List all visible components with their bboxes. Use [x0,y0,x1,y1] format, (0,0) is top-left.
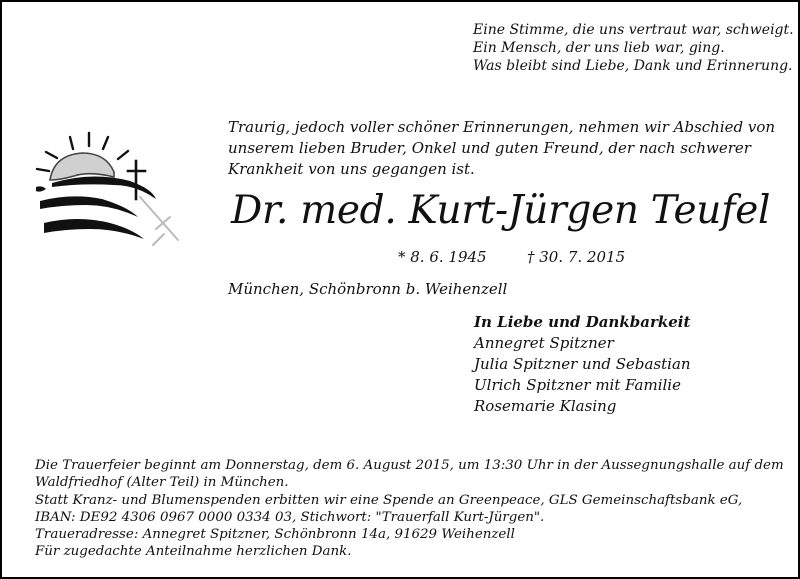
memorial-verse [473,21,793,75]
footer-line: IBAN: DE92 4306 0967 0000 0334 03, Stichwort: "Trauerfall Kurt-Jürgen". [35,509,545,525]
footer-line: Waldfriedhof (Alter Teil) in München. [35,475,289,491]
mourner-name: Julia Spitzner und Sebastian [474,355,691,373]
intro-line: Traurig, jedoch voller schöner Erinnerungen, nehmen wir Abschied von [228,118,776,136]
verse-line: Ein Mensch, der uns lieb war, ging. [473,40,725,56]
places: München, Schönbronn b. Weihenzell [228,280,508,298]
birth-date: * 8. 6. 1945 [398,248,487,266]
mourner-name: Annegret Spitzner [474,334,614,352]
funeral-details [35,457,795,561]
deceased-name: Dr. med. Kurt-Jürgen Teufel [231,188,771,233]
footer-line: Traueradresse: Annegret Spitzner, Schönbronn 14a, 91629 Weihenzell [35,527,515,543]
footer-line: Für zugedachte Anteilnahme herzlichen Dank. [35,544,352,560]
death-date: † 30. 7. 2015 [527,248,626,266]
sunset-hills-cross-icon [32,127,192,252]
verse-line: Was bleibt sind Liebe, Dank und Erinnerung. [473,58,793,74]
verse-line: Eine Stimme, die uns vertraut war, schweigt. [473,22,794,38]
mourners-block [474,312,794,417]
intro-line: unserem lieben Bruder, Onkel und guten Freund, der nach schwerer [228,139,751,157]
mourner-name: Ulrich Spitzner mit Familie [474,376,681,394]
footer-line: Die Trauerfeier beginnt am Donnerstag, dem 6. August 2015, um 13:30 Uhr in der Aussegnungshalle auf dem [35,458,784,473]
intro-text [228,117,776,180]
mourners-heading: In Liebe und Dankbarkeit [474,313,691,331]
intro-line: Krankheit von uns gegangen ist. [228,160,475,178]
mourner-name: Rosemarie Klasing [474,397,617,415]
footer-line: Statt Kranz- und Blumenspenden erbitten wir eine Spende an Greenpeace, GLS Gemeinschaftsbank eG, [35,492,743,508]
